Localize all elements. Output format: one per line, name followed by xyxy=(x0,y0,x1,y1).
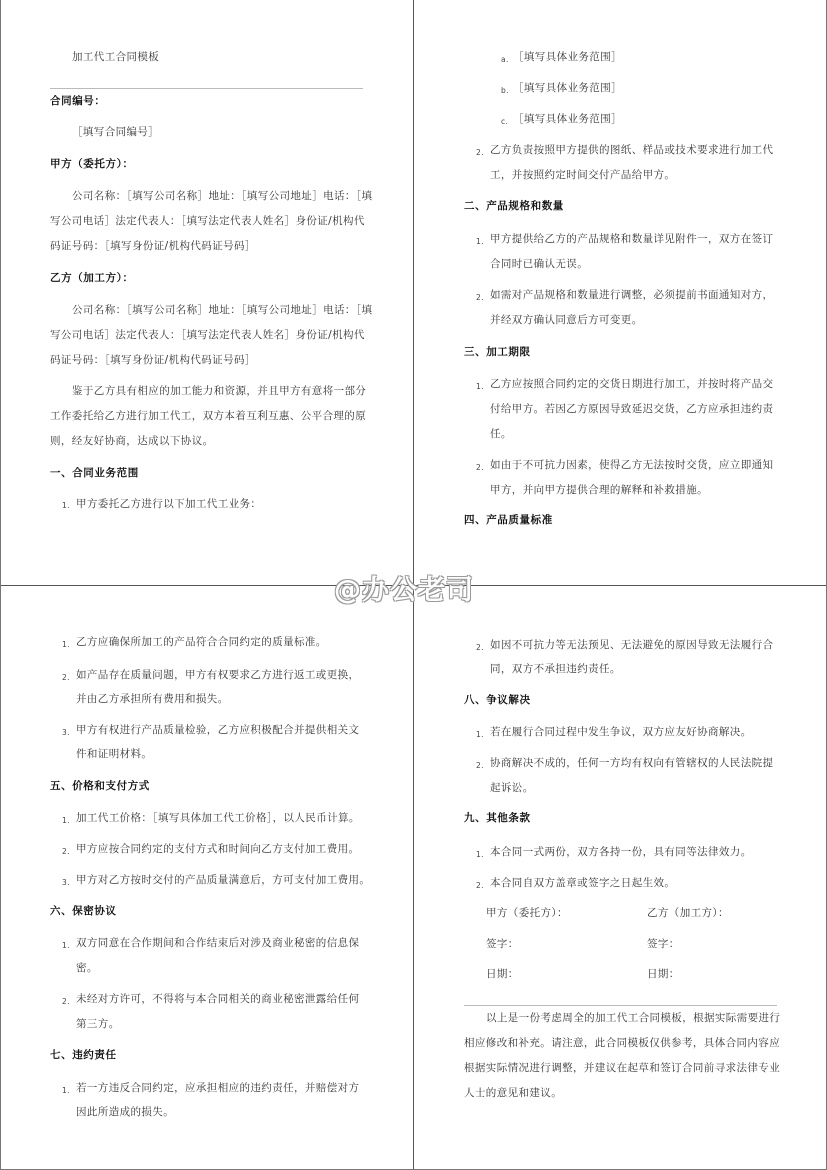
section-6-item-2: 第三方。 xyxy=(76,1018,120,1030)
list-number: 1. xyxy=(62,1086,70,1095)
party-a-date-field: 日期： xyxy=(486,968,519,980)
list-number: 2. xyxy=(62,673,70,682)
list-number: 1. xyxy=(62,941,70,950)
list-number: 1. xyxy=(476,237,484,246)
party-b-sign-field: 签字： xyxy=(647,938,680,950)
party-b-line: 写公司电话］法定代表人：［填写法定代表人姓名］身份证/机构代 xyxy=(50,329,365,341)
section-5-item-3: 甲方对乙方按时交付的产品质量满意后，方可支付加工费用。 xyxy=(76,874,371,886)
closing-line: 以上是一份考虑周全的加工代工合同模板，根据实际需要进行 xyxy=(486,1012,781,1024)
party-b-signature-label: 乙方（加工方）： xyxy=(647,907,729,919)
section-1-item-2: 乙方负责按照甲方提供的图纸、样品或技术要求进行加工代 xyxy=(490,144,774,156)
page-2 xyxy=(414,0,827,585)
list-number: 1. xyxy=(476,730,484,739)
section-7-item-1: 若一方违反合同约定，应承担相应的违约责任，并赔偿对方 xyxy=(76,1082,360,1094)
section-4-item-3: 件和证明材料。 xyxy=(76,748,153,760)
section-5-title: 五、价格和支付方式 xyxy=(50,780,150,792)
contract-no-label: 合同编号： xyxy=(50,95,106,107)
section-9-item-1: 本合同一式两份，双方各持一份，具有同等法律效力。 xyxy=(490,846,752,858)
section-3-item-1: 付给甲方。若因乙方原因导致延迟交货，乙方应承担违约责 xyxy=(490,403,774,415)
sub-item-marker: b. xyxy=(501,86,509,95)
intro-line: 则，经友好协商，达成以下协议。 xyxy=(50,435,214,447)
section-3-title: 三、加工期限 xyxy=(464,346,531,358)
section-2-title: 二、产品规格和数量 xyxy=(464,200,564,212)
list-number: 2. xyxy=(476,293,484,302)
section-1-title: 一、合同业务范围 xyxy=(50,467,139,479)
sub-item-text: ［填写具体业务范围］ xyxy=(513,113,622,125)
section-2-item-1: 甲方提供给乙方的产品规格和数量详见附件一，双方在签订 xyxy=(490,233,774,245)
list-number: 1. xyxy=(62,816,70,825)
section-4-item-2: 如产品存在质量问题，甲方有权要求乙方进行返工或更换， xyxy=(76,669,360,681)
list-number: 2. xyxy=(476,643,484,652)
list-number: 2. xyxy=(476,761,484,770)
closing-line: 根据实际情况进行调整，并建议在起草和签订合同前寻求法律专业 xyxy=(464,1062,781,1074)
section-4-item-2: 并由乙方承担所有费用和损失。 xyxy=(76,693,229,705)
party-a-line: 码证号码：［填写身份证/机构代码证号码］ xyxy=(50,240,256,252)
section-6-item-1: 密。 xyxy=(76,962,98,974)
section-7-title: 七、违约责任 xyxy=(50,1049,117,1061)
list-number: 3. xyxy=(62,728,70,737)
title-divider xyxy=(50,88,363,89)
sub-item-text: ［填写具体业务范围］ xyxy=(513,82,622,94)
party-a-line: 公司名称：［填写公司名称］地址：［填写公司地址］电话：［填 xyxy=(72,190,373,202)
section-4-item-3: 甲方有权进行产品质量检验，乙方应积极配合并提供相关文 xyxy=(76,724,360,736)
intro-line: 鉴于乙方具有相应的加工能力和资源，并且甲方有意将一部分 xyxy=(72,385,367,397)
closing-line: 相应修改和补充。请注意，此合同模板仅供参考，具体合同内容应 xyxy=(464,1037,781,1049)
section-6-title: 六、保密协议 xyxy=(50,905,117,917)
list-number: 2. xyxy=(62,847,70,856)
list-number: 1. xyxy=(476,382,484,391)
party-a-sign-field: 签字： xyxy=(486,938,519,950)
section-9-item-2: 本合同自双方盖章或签字之日起生效。 xyxy=(490,877,676,889)
section-3-item-1: 乙方应按照合同约定的交货日期进行加工，并按时将产品交 xyxy=(490,378,774,390)
party-b-label: 乙方（加工方）： xyxy=(50,272,134,284)
party-a-label: 甲方（委托方）： xyxy=(50,158,134,170)
section-6-item-1: 双方同意在合作期间和合作结束后对涉及商业秘密的信息保 xyxy=(76,937,360,949)
section-4-item-1: 乙方应确保所加工的产品符合合同约定的质量标准。 xyxy=(76,636,327,648)
section-5-item-2: 甲方应按合同约定的支付方式和时间向乙方支付加工费用。 xyxy=(76,843,360,855)
page-1 xyxy=(0,0,413,585)
section-1-item-1: 甲方委托乙方进行以下加工代工业务： xyxy=(76,498,262,510)
list-number: 1. xyxy=(62,501,70,510)
party-a-signature-label: 甲方（委托方）： xyxy=(486,907,568,919)
section-2-item-2: 并经双方确认同意后方可变更。 xyxy=(490,314,643,326)
section-7-item-1: 因此所造成的损失。 xyxy=(76,1106,175,1118)
page-3 xyxy=(0,586,413,1170)
page-4 xyxy=(414,586,827,1170)
list-number: 1. xyxy=(62,640,70,649)
list-number: 1. xyxy=(476,850,484,859)
section-8-item-2: 起诉讼。 xyxy=(490,782,534,794)
section-1-item-2: 工，并按照约定时间交付产品给甲方。 xyxy=(490,169,676,181)
sub-item-marker: a. xyxy=(501,55,509,64)
list-number: 3. xyxy=(62,878,70,887)
party-b-line: 公司名称：［填写公司名称］地址：［填写公司地址］电话：［填 xyxy=(72,304,373,316)
list-number: 2. xyxy=(476,881,484,890)
party-b-date-field: 日期： xyxy=(647,968,680,980)
section-8-title: 八、争议解决 xyxy=(464,694,531,706)
section-8-item-1: 若在履行合同过程中发生争议，双方应友好协商解决。 xyxy=(490,726,752,738)
document-title: 加工代工合同模板 xyxy=(72,51,160,63)
section-2-item-2: 如需对产品规格和数量进行调整，必须提前书面通知对方， xyxy=(490,289,774,301)
section-9-title: 九、其他条款 xyxy=(464,812,531,824)
section-7-item-2: 同，双方不承担违约责任。 xyxy=(490,663,621,675)
sub-item-marker: c. xyxy=(501,117,509,126)
section-3-item-2: 甲方，并向甲方提供合理的解释和补救措施。 xyxy=(490,484,708,496)
closing-divider xyxy=(464,1005,777,1006)
section-8-item-2: 协商解决不成的，任何一方均有权向有管辖权的人民法院提 xyxy=(490,757,774,769)
contract-no-value: ［填写合同编号］ xyxy=(72,126,160,138)
party-a-line: 写公司电话］法定代表人：［填写法定代表人姓名］身份证/机构代 xyxy=(50,215,365,227)
party-b-line: 码证号码：［填写身份证/机构代码证号码］ xyxy=(50,354,256,366)
watermark: @办公老司 xyxy=(334,575,474,606)
intro-line: 工作委托给乙方进行加工代工，双方本着互利互惠、公平合理的原 xyxy=(50,410,367,422)
section-7-item-2: 如因不可抗力等无法预见、无法避免的原因导致无法履行合 xyxy=(490,639,774,651)
section-4-title: 四、产品质量标准 xyxy=(464,514,553,526)
section-3-item-1: 任。 xyxy=(490,428,512,440)
closing-line: 人士的意见和建议。 xyxy=(464,1087,563,1099)
section-6-item-2: 未经对方许可，不得将与本合同相关的商业秘密泄露给任何 xyxy=(76,993,360,1005)
section-3-item-2: 如由于不可抗力因素，使得乙方无法按时交货，应立即通知 xyxy=(490,459,774,471)
list-number: 2. xyxy=(62,997,70,1006)
section-5-item-1: 加工代工价格：［填写具体加工代工价格］，以人民币计算。 xyxy=(76,812,360,824)
section-2-item-1: 合同时已确认无误。 xyxy=(490,258,589,270)
list-number: 2. xyxy=(476,463,484,472)
left-edge xyxy=(0,0,1,1170)
list-number: 2. xyxy=(476,148,484,157)
sub-item-text: ［填写具体业务范围］ xyxy=(513,51,622,63)
